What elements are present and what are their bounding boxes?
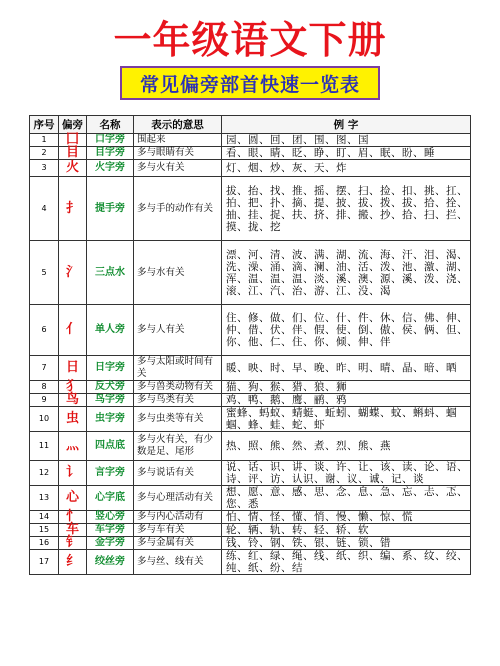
radical-name: 鸟字旁 <box>87 394 134 407</box>
radical-glyph: 扌 <box>59 177 87 241</box>
table-row <box>30 305 471 356</box>
radical-glyph: 纟 <box>59 550 87 575</box>
radical-name: 竖心旁 <box>87 511 134 524</box>
example-characters: 鸡、鸭、鹅、鹰、鹂、鸦 <box>222 394 471 407</box>
subtitle-banner <box>120 66 380 100</box>
radical-meaning: 多与水有关 <box>134 241 222 305</box>
example-characters: 拔、抬、找、推、摇、摆、扫、捡、扣、挑、扛、拍、把、扑、摘、提、披、拔、拨、拔、拾、拴、抽、挂、捉、扶、挤、排、搬、抄、拾、扫、拦、摸、拢、挖 <box>222 177 471 241</box>
example-characters: 园、圆、回、团、围、图、国 <box>222 134 471 147</box>
radicals-table-wrap <box>29 115 470 575</box>
row-index: 5 <box>30 241 59 305</box>
table-row <box>30 511 471 524</box>
radical-glyph: 灬 <box>59 432 87 461</box>
table-row <box>30 134 471 147</box>
radical-meaning: 多与说话有关 <box>134 461 222 486</box>
radical-glyph: 心 <box>59 486 87 511</box>
table-row <box>30 537 471 550</box>
row-index: 1 <box>30 134 59 147</box>
row-index: 4 <box>30 177 59 241</box>
radical-glyph: 鸟 <box>59 394 87 407</box>
radical-glyph: 氵 <box>59 241 87 305</box>
radical-glyph: 囗 <box>59 134 87 147</box>
radical-name: 火字旁 <box>87 160 134 177</box>
example-characters: 漂、河、清、波、满、湖、流、海、汗、泪、渴、洗、澡、涌、滴、澜、油、活、泼、池、激、湖、浑、温、温、温、淡、溪、澳、源、溪、泼、浇、滚、江、汽、治、游、江、没、渴 <box>222 241 471 305</box>
table-row <box>30 432 471 461</box>
radical-glyph: 犭 <box>59 381 87 394</box>
table-row <box>30 147 471 160</box>
table-row <box>30 241 471 305</box>
table-row <box>30 177 471 241</box>
radical-name: 单人旁 <box>87 305 134 356</box>
radical-meaning: 多与眼睛有关 <box>134 147 222 160</box>
radical-name: 车字旁 <box>87 524 134 537</box>
radical-meaning: 多与车有关 <box>134 524 222 537</box>
table-row <box>30 381 471 394</box>
radical-meaning: 多与太阳或时间有关 <box>134 356 222 381</box>
radical-glyph: 钅 <box>59 537 87 550</box>
row-index: 6 <box>30 305 59 356</box>
row-index: 17 <box>30 550 59 575</box>
header-examples: 例 字 <box>222 116 471 134</box>
example-characters: 热、照、熊、然、煮、烈、熊、燕 <box>222 432 471 461</box>
header-index: 序号 <box>30 116 59 134</box>
radical-meaning: 多与人有关 <box>134 305 222 356</box>
radical-meaning: 多与丝、线有关 <box>134 550 222 575</box>
radical-meaning: 多与鸟类有关 <box>134 394 222 407</box>
radical-meaning: 多与金属有关 <box>134 537 222 550</box>
row-index: 3 <box>30 160 59 177</box>
radicals-table <box>29 115 471 575</box>
radical-glyph: 目 <box>59 147 87 160</box>
example-characters: 暖、映、时、早、晚、昨、明、晴、晶、暗、晒 <box>222 356 471 381</box>
radical-meaning: 多与内心活动有 <box>134 511 222 524</box>
radical-name: 四点底 <box>87 432 134 461</box>
radical-glyph: 车 <box>59 524 87 537</box>
radical-glyph: 日 <box>59 356 87 381</box>
radical-name: 虫字旁 <box>87 407 134 432</box>
radical-name: 金字旁 <box>87 537 134 550</box>
row-index: 10 <box>30 407 59 432</box>
example-characters: 怕、情、怪、懂、悄、慢、懒、惊、慌 <box>222 511 471 524</box>
row-index: 11 <box>30 432 59 461</box>
table-row <box>30 461 471 486</box>
table-header-row <box>30 116 471 134</box>
radical-name: 心字底 <box>87 486 134 511</box>
example-characters: 想、愿、意、感、思、念、息、急、忘、忐、忑、您、悉 <box>222 486 471 511</box>
example-characters: 练、红、绿、绳、线、纸、织、编、系、纹、绞、纯、纸、纷、结 <box>222 550 471 575</box>
radical-meaning: 多与火有关，有少数是足、尾形 <box>134 432 222 461</box>
radical-name: 提手旁 <box>87 177 134 241</box>
radical-name: 目字旁 <box>87 147 134 160</box>
example-characters: 猫、狗、猴、猎、狼、狮 <box>222 381 471 394</box>
radical-glyph: 亻 <box>59 305 87 356</box>
table-row <box>30 356 471 381</box>
table-row <box>30 524 471 537</box>
header-name: 名称 <box>87 116 134 134</box>
radical-glyph: 讠 <box>59 461 87 486</box>
row-index: 14 <box>30 511 59 524</box>
subtitle: 常见偏旁部首快速一览表 <box>139 73 360 96</box>
row-index: 15 <box>30 524 59 537</box>
row-index: 12 <box>30 461 59 486</box>
table-body <box>30 134 471 575</box>
radical-name: 绞丝旁 <box>87 550 134 575</box>
page-title: 一年级语文下册 <box>113 18 387 62</box>
table-row <box>30 394 471 407</box>
radical-glyph: 虫 <box>59 407 87 432</box>
radical-meaning: 多与心理活动有关 <box>134 486 222 511</box>
radical-name: 言字旁 <box>87 461 134 486</box>
example-characters: 轮、辆、轨、转、轻、轿、软 <box>222 524 471 537</box>
radical-glyph: 忄 <box>59 511 87 524</box>
table-row <box>30 160 471 177</box>
example-characters: 蜜蜂、蚂蚁、蜻蜓、蚯蚓、蝴蝶、蚊、蝌蚪、蝈蝈、蜂、蛙、蛇、虾 <box>222 407 471 432</box>
table-row <box>30 486 471 511</box>
radical-meaning: 多与手的动作有关 <box>134 177 222 241</box>
row-index: 16 <box>30 537 59 550</box>
header-meaning: 表示的意思 <box>134 116 222 134</box>
table-row <box>30 407 471 432</box>
radical-name: 三点水 <box>87 241 134 305</box>
radical-meaning: 围起来 <box>134 134 222 147</box>
row-index: 9 <box>30 394 59 407</box>
radical-glyph: 火 <box>59 160 87 177</box>
row-index: 7 <box>30 356 59 381</box>
radical-meaning: 多与虫类等有关 <box>134 407 222 432</box>
example-characters: 说、话、识、讲、谈、许、让、该、读、论、语、诗、评、访、认识、谢、议、诚、记、谈 <box>222 461 471 486</box>
example-characters: 灯、烟、炒、灰、天、炸 <box>222 160 471 177</box>
radical-name: 日字旁 <box>87 356 134 381</box>
radical-meaning: 多与火有关 <box>134 160 222 177</box>
row-index: 2 <box>30 147 59 160</box>
table-row <box>30 550 471 575</box>
row-index: 8 <box>30 381 59 394</box>
radical-meaning: 多与兽类动物有关 <box>134 381 222 394</box>
example-characters: 看、眼、睛、眨、睁、盯、眉、眠、盼、睡 <box>222 147 471 160</box>
row-index: 13 <box>30 486 59 511</box>
example-characters: 钱、铃、钢、铁、银、链、锁、错 <box>222 537 471 550</box>
radical-name: 口字旁 <box>87 134 134 147</box>
example-characters: 住、修、做、们、位、什、件、休、信、佛、伸、仲、借、伏、伴、假、使、倒、傲、侯、俩、但、你、他、仁、住、你、倾、伸、伴 <box>222 305 471 356</box>
radical-name: 反犬旁 <box>87 381 134 394</box>
header-radical: 偏旁 <box>59 116 87 134</box>
